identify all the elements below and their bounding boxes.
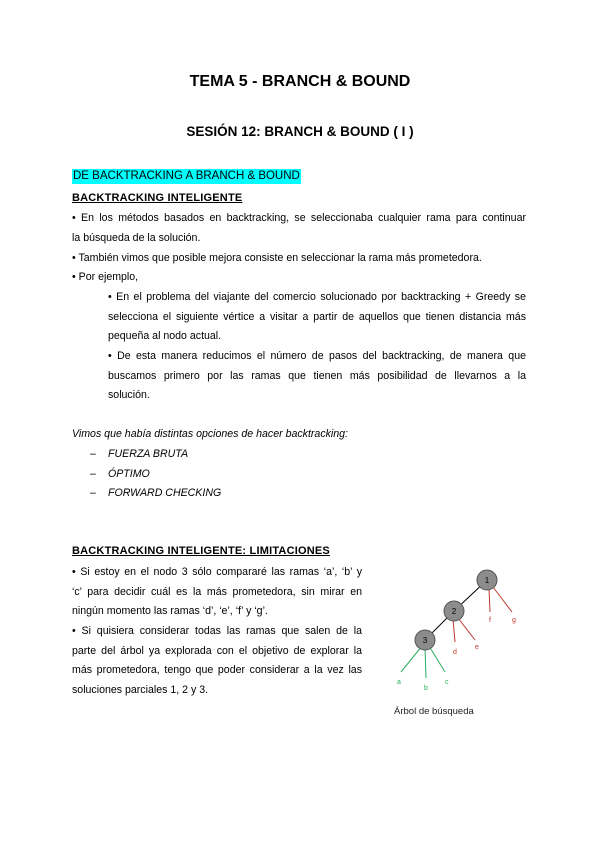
dash-bullet: – xyxy=(90,448,96,460)
branch-label-g: g xyxy=(512,617,516,624)
branch-label-c: c xyxy=(445,679,449,686)
sub-bullet-line: • En el problema del viajante del comercio solucionado por backtracking + Greedy se xyxy=(108,291,526,303)
branch-f-edge xyxy=(489,588,490,612)
options-intro: Vimos que había distintas opciones de hacer backtracking: xyxy=(72,428,348,440)
sub-bullet-line: pequeña al nodo actual. xyxy=(108,330,222,342)
paragraph-line: • Por ejemplo, xyxy=(72,271,139,283)
tree-node-label: 2 xyxy=(451,607,457,616)
tree-caption: Árbol de búsqueda xyxy=(394,706,474,717)
paragraph-line: • En los métodos basados en backtracking, se seleccionaba cualquier rama para continuar xyxy=(72,212,526,224)
branch-label-b: b xyxy=(424,685,428,692)
branch-b-edge xyxy=(425,648,426,678)
heading-backtracking-inteligente: BACKTRACKING INTELIGENTE xyxy=(72,192,243,204)
branch-e-edge xyxy=(458,618,475,640)
paragraph-line: • Si quisiera considerar todas las ramas que salen de la xyxy=(72,625,362,637)
branch-label-d: d xyxy=(453,649,457,656)
option-item: FORWARD CHECKING xyxy=(108,487,222,499)
paragraph-line: ‘c’ para decidir cuál es la más prometedora, sin mirar en xyxy=(72,586,362,598)
branch-label-f: f xyxy=(489,617,491,624)
paragraph-line: soluciones parciales 1, 2 y 3. xyxy=(72,684,209,696)
heading-limitaciones: BACKTRACKING INTELIGENTE: LIMITACIONES xyxy=(72,545,330,557)
sub-bullet-line: buscamos primero por las ramas que tienen más posibilidad de llevarnos a la xyxy=(108,370,526,382)
section-title: DE BACKTRACKING A BRANCH & BOUND xyxy=(73,170,300,182)
paragraph-line: más prometedora, tengo que poder considerar a la vez las xyxy=(72,664,362,676)
tree-node-label: 3 xyxy=(422,636,428,645)
paragraph-line: • También vimos que posible mejora consiste en seleccionar la rama más prometedora. xyxy=(72,252,482,264)
page-title: TEMA 5 - BRANCH & BOUND xyxy=(189,73,411,90)
paragraph-line: parte del árbol ya explorada con el objetivo de explorar la xyxy=(72,645,362,657)
option-item: ÓPTIMO xyxy=(108,468,150,480)
paragraph-line: ningún momento las ramas ‘d’, ‘e’, ‘f’ y ‘g’. xyxy=(72,605,268,617)
dash-bullet: – xyxy=(90,487,96,499)
paragraph-line: • Si estoy en el nodo 3 sólo compararé las ramas ‘a’, ‘b’ y xyxy=(72,566,362,578)
search-tree-diagram xyxy=(385,560,535,700)
session-subtitle: SESIÓN 12: BRANCH & BOUND ( I ) xyxy=(186,124,414,139)
branch-d-edge xyxy=(453,619,455,642)
branch-label-a: a xyxy=(397,679,401,686)
dash-bullet: – xyxy=(90,468,96,480)
sub-bullet-line: • De esta manera reducimos el número de pasos del backtracking, de manera que xyxy=(108,350,526,362)
sub-bullet-line: solución. xyxy=(108,389,150,401)
branch-label-e: e xyxy=(475,644,479,651)
branch-c-edge xyxy=(429,646,445,672)
option-item: FUERZA BRUTA xyxy=(108,448,189,460)
branch-g-edge xyxy=(493,587,512,612)
branch-a-edge xyxy=(401,646,422,672)
sub-bullet-line: selecciona el siguiente vértice a visitar a partir de aquellos que tienen distancia más xyxy=(108,311,526,323)
paragraph-line: la búsqueda de la solución. xyxy=(72,232,201,244)
tree-node-label: 1 xyxy=(484,576,490,585)
